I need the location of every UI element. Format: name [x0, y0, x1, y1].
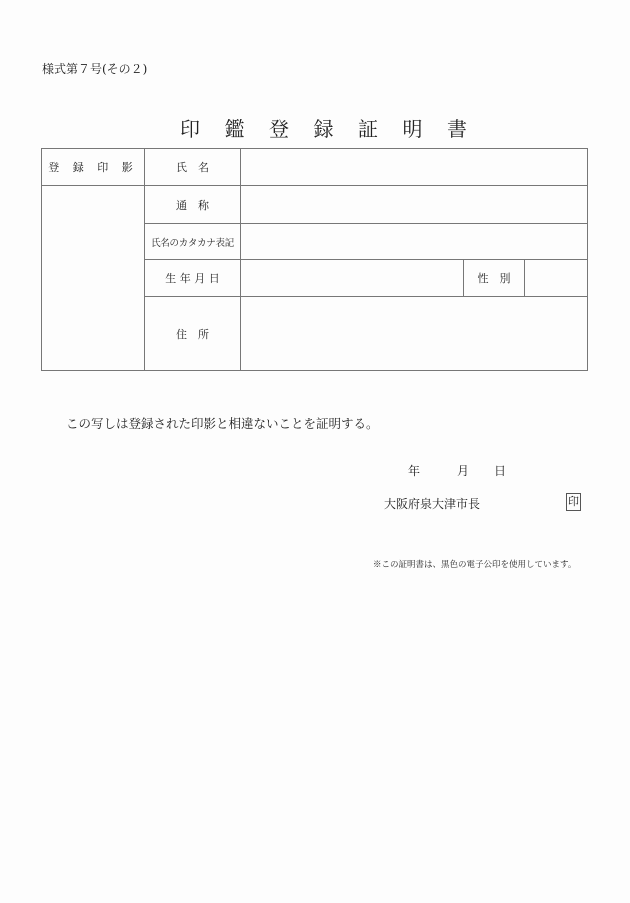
- title-char: 鑑: [224, 117, 245, 141]
- alias-value: [241, 186, 588, 224]
- address-label: 住 所: [145, 297, 241, 371]
- certification-statement: この写しは登録された印影と相違ないことを証明する。: [66, 416, 379, 431]
- seal-impression-box: [42, 186, 145, 371]
- gender-label: 性 別: [464, 260, 525, 297]
- certificate-table: [41, 148, 588, 371]
- katakana-label: 氏名のカタカナ表記: [145, 224, 241, 260]
- document-title: [180, 113, 492, 142]
- address-value: [241, 297, 588, 371]
- seal-impression-label: 登 録 印 影: [42, 149, 145, 186]
- issuer-name: 大阪府泉大津市長: [384, 497, 481, 511]
- table-row: [42, 186, 588, 224]
- title-char: 書: [447, 117, 467, 141]
- name-label: 氏 名: [145, 149, 241, 186]
- title-char: 録: [313, 117, 334, 141]
- gender-value: [525, 260, 588, 297]
- seal-mark-icon: 印: [566, 493, 581, 511]
- title-char: 登: [269, 117, 289, 141]
- form-number: 様式第７号(その２): [42, 62, 148, 76]
- name-value: [241, 149, 588, 186]
- date-month: 月: [457, 464, 470, 478]
- title-char: 証: [358, 117, 378, 141]
- title-char: 印: [180, 117, 200, 141]
- date-year: 年: [408, 464, 421, 478]
- footnote: ※この証明書は、黒色の電子公印を使用しています。: [373, 560, 577, 570]
- date-day: 日: [494, 464, 507, 478]
- table-row: [42, 149, 588, 186]
- birthdate-label: 生 年 月 日: [145, 260, 241, 297]
- alias-label: 通 称: [145, 186, 241, 224]
- birthdate-value: [241, 260, 464, 297]
- katakana-value: [241, 224, 588, 260]
- title-char: 明: [402, 117, 423, 141]
